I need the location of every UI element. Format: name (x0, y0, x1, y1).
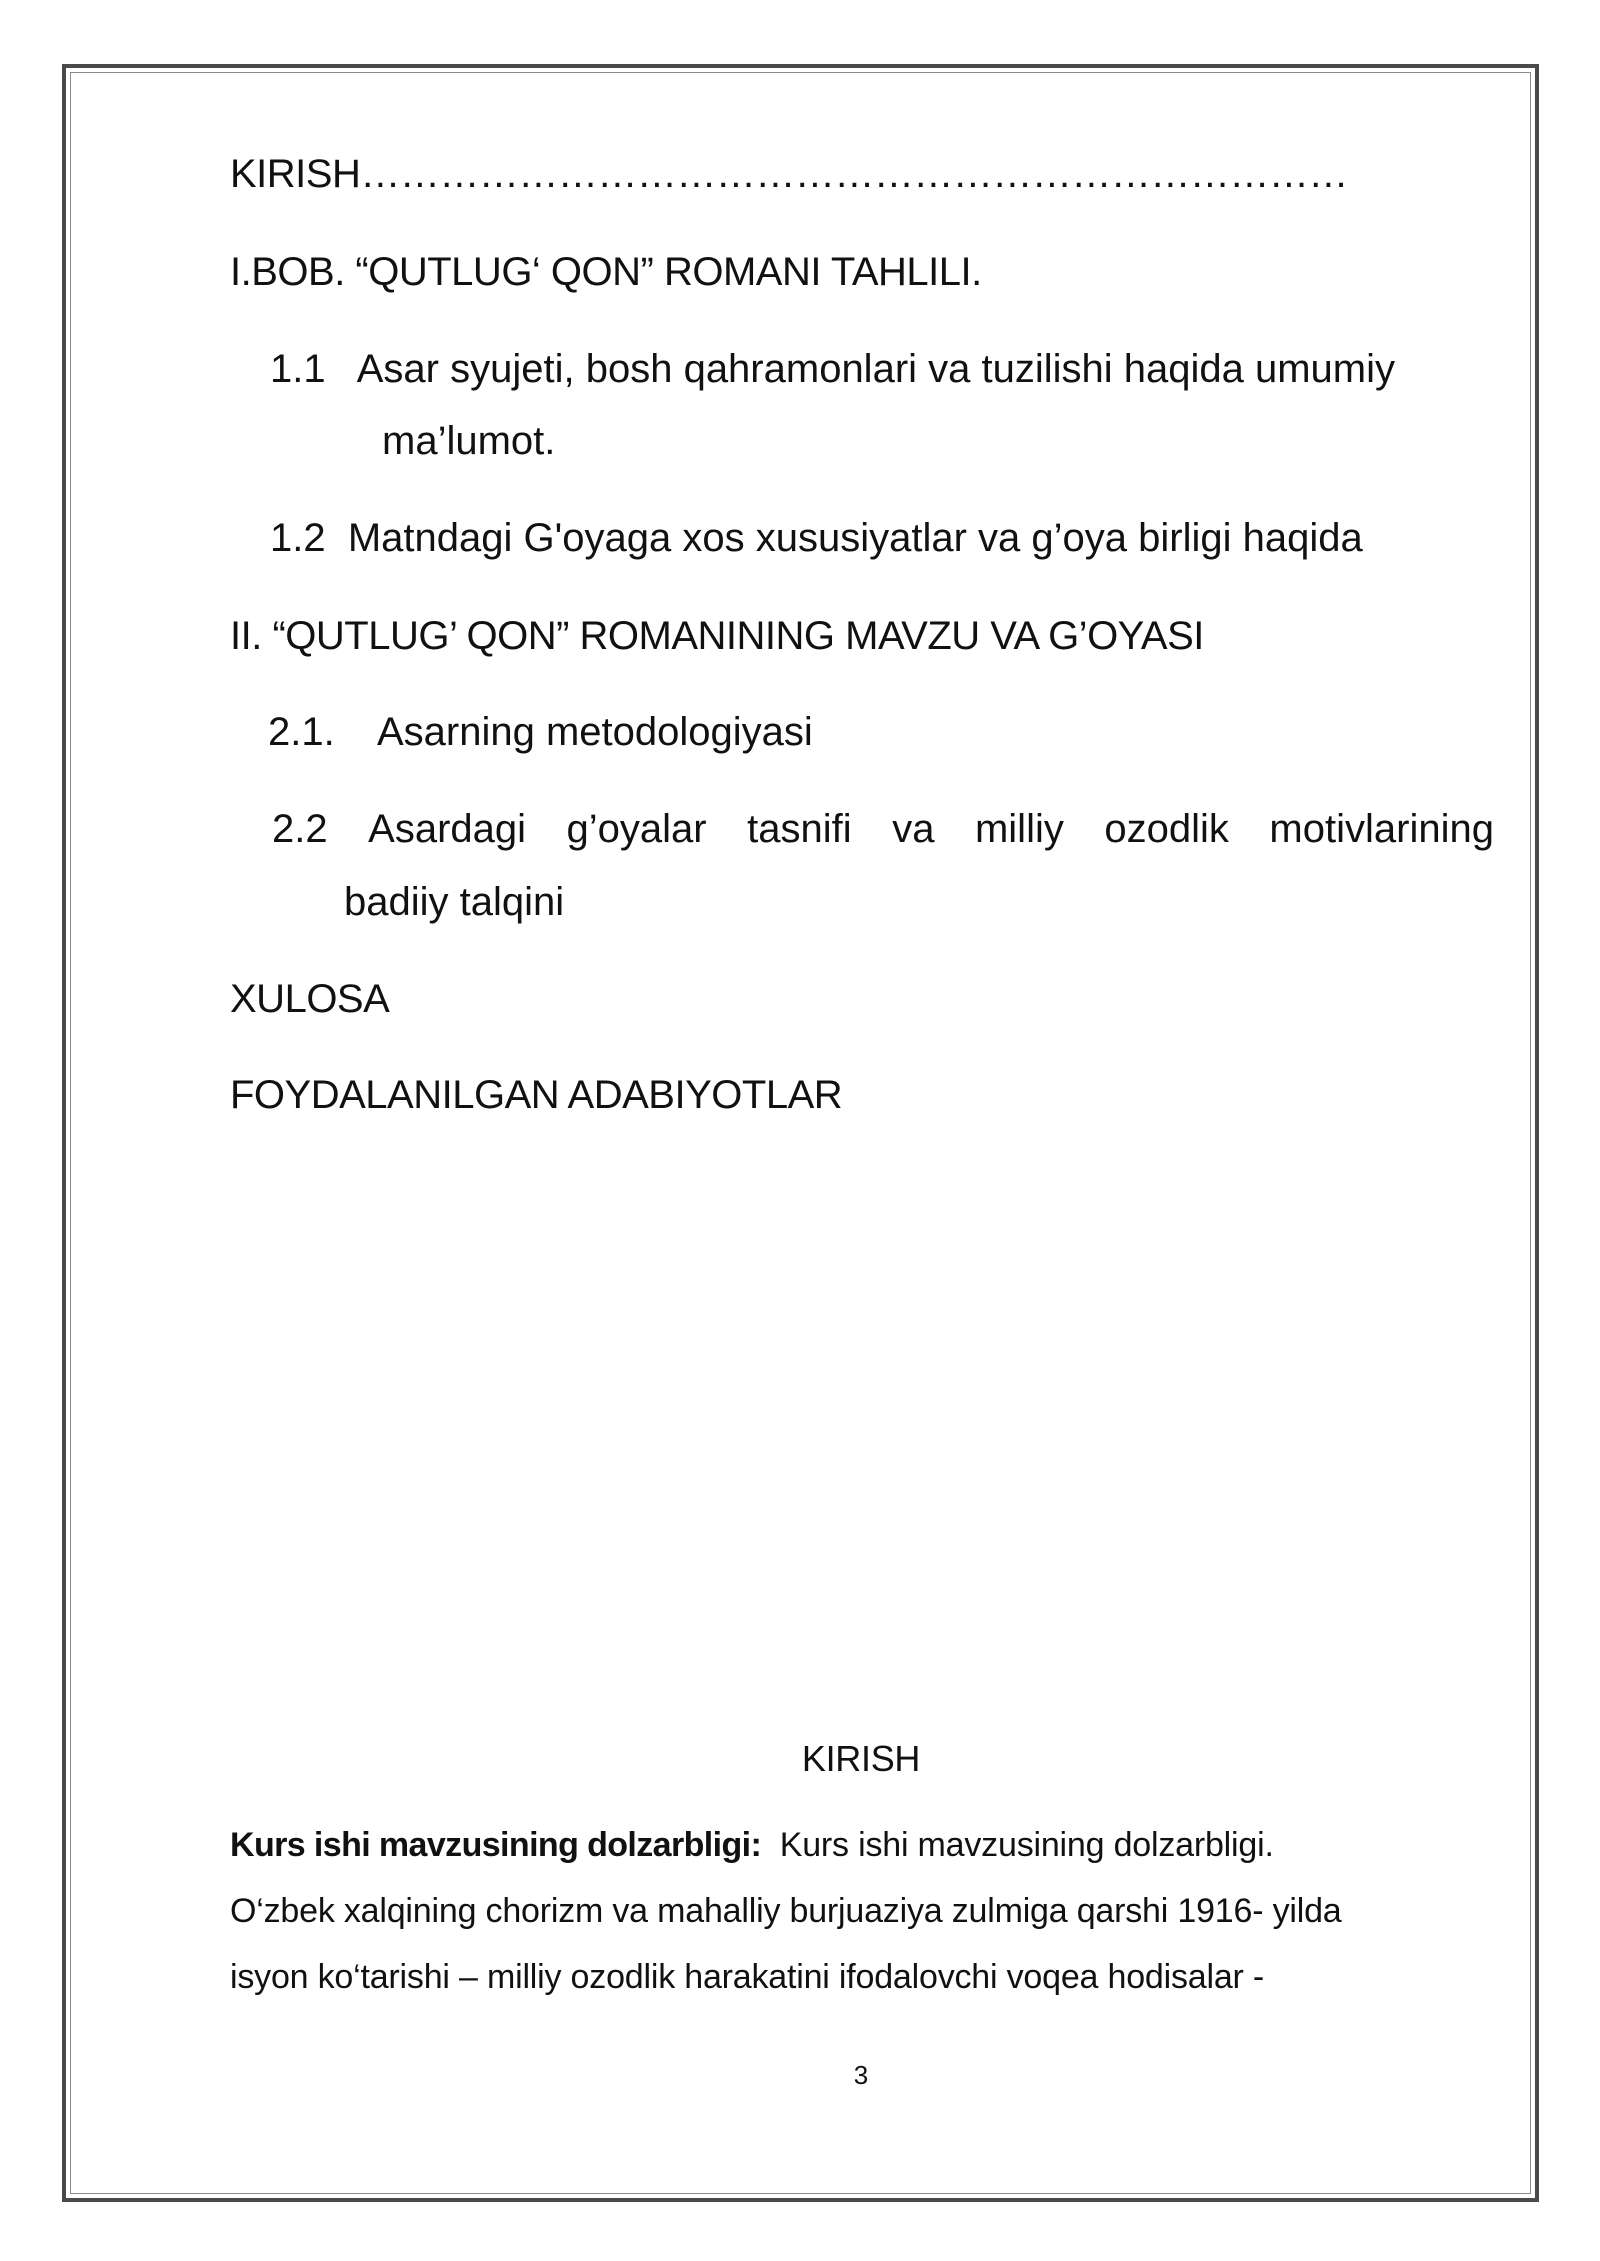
toc-section-word: ozodlik (1104, 807, 1229, 851)
page-number (0, 2060, 1600, 2091)
toc-section-word: g’oyalar (566, 807, 707, 851)
toc-section-title: Asar syujeti, bosh qahramonlari va tuzilishi haqida umumiy (356, 347, 1396, 391)
toc-entry-adabiyotlar (230, 1073, 842, 1118)
intro-paragraph-line-2 (230, 1892, 1342, 1931)
toc-entry-kirish-text: KIRISH………………………………………………………………… (230, 152, 1348, 196)
toc-entry-xulosa (230, 977, 389, 1022)
toc-section-word: motivlarining (1269, 807, 1494, 851)
toc-section-number: 1.2 (270, 516, 326, 560)
toc-chapter-1-title: I.BOB. “QUTLUG‘ QON” ROMANI TAHLILI. (230, 250, 982, 294)
toc-section-1-2 (270, 516, 1363, 561)
intro-bold-label: Kurs ishi mavzusining dolzarbligi: (230, 1826, 762, 1864)
intro-heading-text: KIRISH (801, 1738, 921, 1779)
toc-entry-xulosa-text: XULOSA (230, 977, 390, 1021)
toc-section-number: 2.1. (268, 710, 335, 754)
toc-section-2-2-continued (344, 880, 564, 925)
toc-section-title: Matndagi G'oyaga xos xususiyatlar va g’oya birligi haqida (347, 516, 1363, 560)
intro-text: isyon ko‘tarishi – milliy ozodlik harakatini ifodalovchi voqea hodisalar - (230, 1958, 1265, 1996)
page-number-text: 3 (853, 2060, 869, 2090)
toc-section-word: milliy (974, 807, 1064, 851)
toc-chapter-2 (230, 614, 1204, 659)
toc-section-1-1-continued (382, 419, 555, 464)
intro-paragraph-line-3 (230, 1958, 1264, 1997)
toc-section-title-continued: badiiy talqini (344, 880, 565, 924)
toc-section-word: Asardagi (368, 807, 527, 851)
toc-section-number: 2.2 (272, 807, 328, 851)
toc-entry-adabiyotlar-text: FOYDALANILGAN ADABIYOTLAR (230, 1073, 843, 1117)
toc-section-2-1 (268, 710, 813, 755)
toc-section-number: 1.1 (270, 347, 326, 391)
toc-section-word: va (892, 807, 935, 851)
intro-text: Kurs ishi mavzusining dolzarbligi. (779, 1826, 1274, 1864)
intro-heading (0, 1738, 1600, 1780)
intro-text: O‘zbek xalqining chorizm va mahalliy burjuaziya zulmiga qarshi 1916- yilda (230, 1892, 1342, 1930)
toc-entry-kirish (230, 152, 1348, 197)
toc-section-1-1 (270, 347, 1395, 392)
toc-section-title: Asarning metodologiyasi (376, 710, 813, 754)
toc-section-title-continued: ma’lumot. (382, 419, 556, 463)
toc-chapter-2-title: II. “QUTLUG’ QON” ROMANINING MAVZU VA G’OYASI (230, 614, 1204, 658)
toc-section-2-2 (272, 807, 1494, 852)
toc-chapter-1 (230, 250, 982, 295)
toc-section-word: tasnifi (747, 807, 852, 851)
intro-paragraph-line-1 (230, 1826, 1274, 1865)
